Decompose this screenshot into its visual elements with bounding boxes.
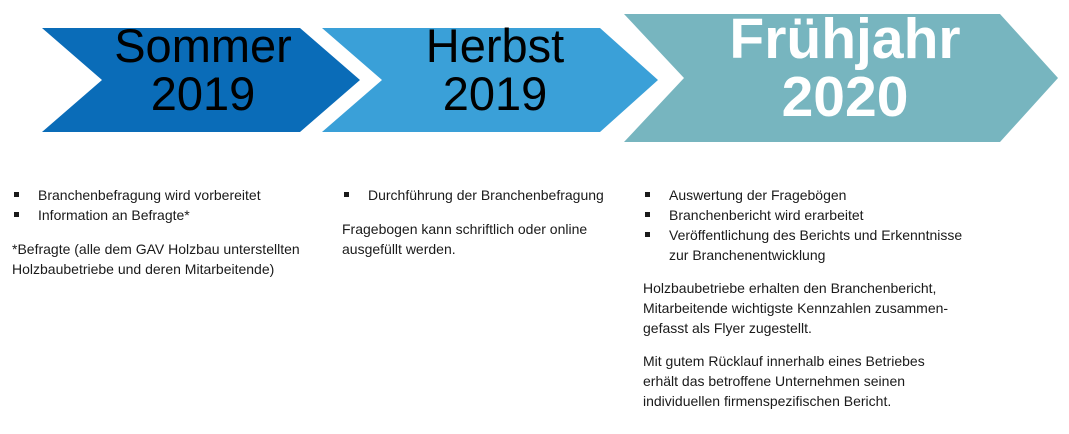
bullet-list (342, 185, 642, 205)
stage-season: Herbst (425, 19, 565, 72)
stage-year: 2020 (781, 65, 909, 130)
bullet-icon (645, 192, 650, 197)
stage-title (690, 7, 1000, 130)
list-item: Durchführung der Branchenbefragung (342, 185, 642, 205)
note-text: Mit gutem Rücklauf innerhalb eines Betriebes erhält das betroffene Unternehmen seinen individuellen firmenspezifischen Bericht. (643, 353, 925, 409)
stage-title (68, 19, 338, 120)
stage-description-herbst-2019 (342, 185, 642, 259)
stage-season: Frühjahr (729, 7, 961, 71)
note-text: Fragebogen kann schriftlich oder online ausgefüllt werden. (342, 221, 588, 257)
list-item: Veröffentlichung des Berichts und Erkenntnisse zur Branchenentwicklung (643, 225, 969, 265)
list-item: Auswertung der Fragebögen (643, 185, 1063, 205)
bullet-icon (14, 192, 19, 197)
list-item: Branchenbericht wird erarbeitet (643, 205, 1063, 225)
bullet-icon (344, 192, 349, 197)
bullet-icon (645, 212, 650, 217)
note-text: Holzbaubetriebe erhalten den Branchenbericht, Mitarbeitende wichtigste Kennzahlen zusammen-gefasst als Flyer zugestellt. (643, 280, 949, 336)
stage-description-sommer-2019 (12, 185, 342, 279)
bullet-icon (14, 212, 19, 217)
bullet-icon (645, 232, 650, 237)
stage-season: Sommer (114, 19, 292, 72)
stage-title (345, 19, 645, 120)
bullet-list (12, 185, 342, 225)
bullet-list (643, 185, 1063, 265)
stage-year: 2019 (442, 66, 548, 120)
stage-description-fruehjahr-2020 (643, 185, 1063, 411)
footnote: *Befragte (alle dem GAV Holzbau unterstellten Holzbaubetriebe und deren Mitarbeitende) (12, 241, 300, 277)
list-item: Information an Befragte* (12, 205, 342, 225)
list-item: Branchenbefragung wird vorbereitet (12, 185, 342, 205)
stage-year: 2019 (150, 66, 256, 120)
